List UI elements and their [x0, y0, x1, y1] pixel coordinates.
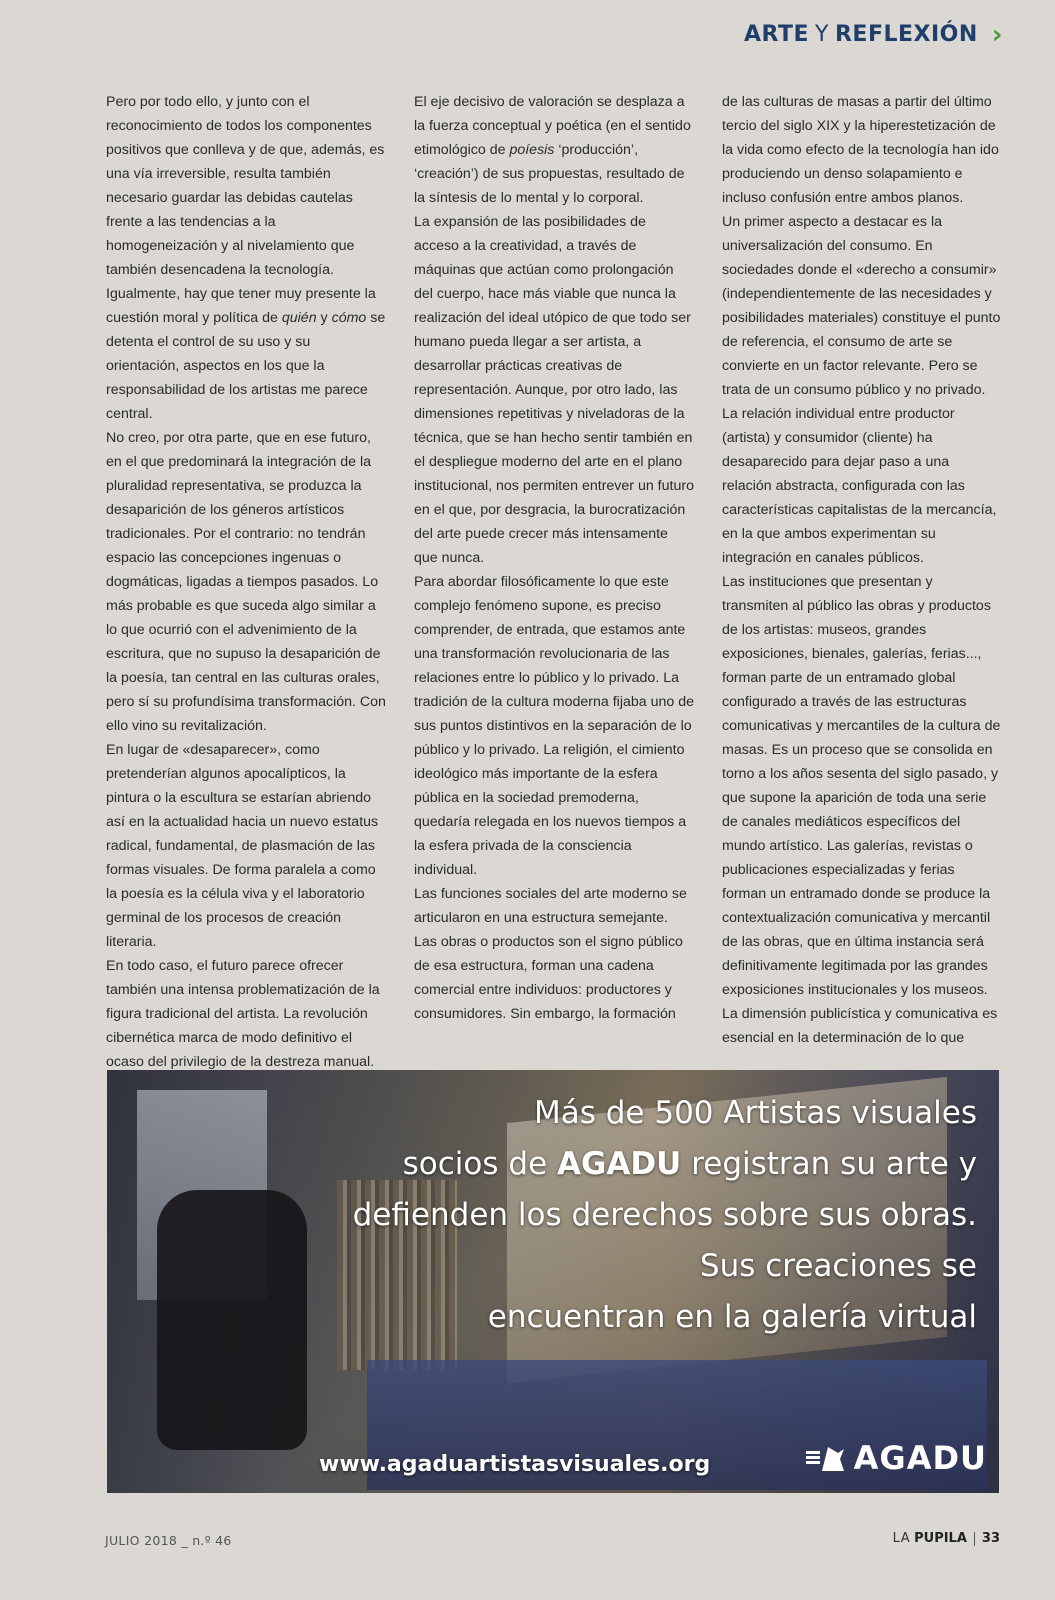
paragraph: La dimensión publicística y comunicativa es esencial en la determinación de lo que: [722, 1006, 998, 1046]
paragraph: No creo, por otra parte, que en ese futuro, en el que predominará la integración de la pluralidad representativa, se produzca la desaparición de los géneros artísticos tradicionales. Por el contrario: no tendrán espacio las concepciones ingenuas o dogmáticas, ligadas a tiempos pasados. Lo más probable es que suceda algo similar a lo que ocurrió con el advenimiento de la escritura, que no supuso la desaparición de la poesía, tan central en las culturas orales, pero sí su profundísima transformación. Con ello vino su revitalización.: [106, 430, 386, 734]
paragraph: La expansión de las posibilidades de acceso a la creatividad, a través de máquinas que actúan como prolongación del cuerpo, hace más viable que nunca la realización del ideal utópico de que todo ser humano pueda llegar a ser artista, a desarrollar prácticas creativas de representación. Aunque, por otro lado, las dimensiones repetitivas y niveladoras de la técnica, que se han hecho sentir también en el despliegue moderno del arte en el plano institucional, nos permiten entrever un futuro en el que, por desgracia, la burocratización del arte puede crecer más intensamente que nunca.: [414, 214, 694, 566]
issue-info: JULIO 2018 _ n.º 46: [105, 1533, 232, 1548]
ad-line-2: socios de AGADU registran su arte y: [402, 1146, 977, 1182]
article-body: [106, 90, 1001, 1070]
text-column-1: [106, 90, 386, 1070]
agadu-logo-text: AGADU: [853, 1439, 987, 1477]
page-number: 33: [981, 1531, 1000, 1546]
magazine-name-pupila: PUPILA: [914, 1531, 967, 1546]
section-header: [744, 19, 1003, 50]
divider: [974, 1532, 975, 1546]
paragraph: de las culturas de masas a partir del último tercio del siglo XIX y la hiperestetización de la vida como efecto de la tecnología han ido produciendo un denso solapamiento e incluso confusión entre ambos planos.: [722, 94, 999, 206]
ad-url-link[interactable]: www.agaduartistasvisuales.org: [319, 1452, 711, 1477]
paragraph: Un primer aspecto a destacar es la universalización del consumo. En sociedades donde el «derecho a consumir» (independientemente de las necesidades y posibilidades materiales) constituye el punto de referencia, el consumo de arte se convierte en un factor relevante. Pero se trata de un consumo público y no privado. La relación individual entre productor (artista) y consumidor (cliente) ha desaparecido para dejar paso a una relación abstracta, configurada con las características capitalistas de la mercancía, en la que ambos experimentan su integración en canales públicos.: [722, 214, 1001, 566]
paragraph: Las instituciones que presentan y transmiten al público las obras y productos de los artistas: museos, grandes exposiciones, bienales, galerías, ferias..., forman parte de un entramado global configurado a través de las estructuras comunicativas y mercantiles de la cultura de masas. Es un proceso que se consolida en torno a los años sesenta del siglo pasado, y que supone la aparición de toda una serie de canales mediáticos específicos del mundo artístico. Las galerías, revistas o publicaciones especializadas y ferias forman un entramado donde se produce la contextualización comunicativa y mercantil de las obras, que en última instancia será definitivamente legitimada por las grandes exposiciones institucionales y los museos.: [722, 574, 1001, 998]
emphasis: cómo: [331, 310, 367, 326]
agadu-emblem-icon: [804, 1443, 846, 1473]
ad-headline: [277, 1088, 977, 1343]
magazine-footer: [893, 1531, 1000, 1546]
paragraph: En lugar de «desaparecer», como pretenderían algunos apocalípticos, la pintura o la escultura se estarían abriendo así en la actualidad hacia un nuevo estatus radical, fundamental, de plasmación de las formas visuales. De forma paralela a como la poesía es la célula viva y el laboratorio germinal de los procesos de creación literaria.: [106, 742, 379, 950]
text-column-2: [414, 90, 694, 1030]
magazine-name-la: LA: [892, 1531, 911, 1546]
chevron-right-icon: ›: [991, 19, 1003, 50]
ad-line-1: Más de 500 Artistas visuales: [534, 1095, 977, 1131]
paragraph: En todo caso, el futuro parece ofrecer también una intensa problematización de la figura tradicional del artista. La revolución cibernética marca de modo definitivo el ocaso del privilegio de la destreza manual.: [106, 958, 380, 1070]
agadu-logo: [804, 1439, 987, 1477]
section-header-reflexion: REFLEXIÓN: [834, 22, 978, 47]
paragraph: Para abordar filosóficamente lo que este complejo fenómeno supone, es preciso comprender, de entrada, que estamos ante una transformación revolucionaria de las relaciones entre lo público y lo privado. La tradición de la cultura moderna fijaba uno de sus puntos distintivos en la separación de lo público y lo privado. La religión, el cimiento ideológico más importante de la esfera pública en la sociedad premoderna, quedaría relegada en los nuevos tiempos a la esfera privada de la consciencia individual.: [414, 574, 694, 878]
paragraph: Pero por todo ello, y junto con el reconocimiento de todos los componentes positivos que conlleva y de que, además, es una vía irreversible, resulta también necesario guardar las debidas cautelas frente a las tendencias a la homogeneización y al nivelamiento que también desencadena la tecnología. Igualmente, hay que tener muy presente la cuestión moral y política de quién y cómo se detenta el control de su uso y su orientación, aspectos en los que la responsabilidad de los artistas me parece central.: [106, 94, 386, 422]
paragraph: Las funciones sociales del arte moderno se articularon en una estructura semejante. Las obras o productos son el signo público de esa estructura, forman una cadena comercial entre individuos: productores y consumidores. Sin embargo, la formación: [414, 886, 687, 1022]
ad-line-4: Sus creaciones se: [699, 1248, 977, 1284]
paragraph: El eje decisivo de valoración se desplaza a la fuerza conceptual y poética (en el sentido etimológico de poíesis ‘producción’, ‘creación’) de sus propuestas, resultado de la síntesis de lo mental y lo corporal.: [414, 94, 691, 206]
emphasis: poíesis: [509, 142, 555, 158]
emphasis: quién: [281, 310, 317, 326]
section-header-arte: ARTE: [744, 22, 810, 47]
text-column-3: [722, 90, 1002, 1046]
ad-line-3: defienden los derechos sobre sus obras.: [352, 1197, 977, 1233]
ad-line-5: encuentran en la galería virtual: [487, 1299, 977, 1335]
agadu-advertisement: [107, 1070, 999, 1493]
section-header-y: Y: [815, 22, 829, 47]
